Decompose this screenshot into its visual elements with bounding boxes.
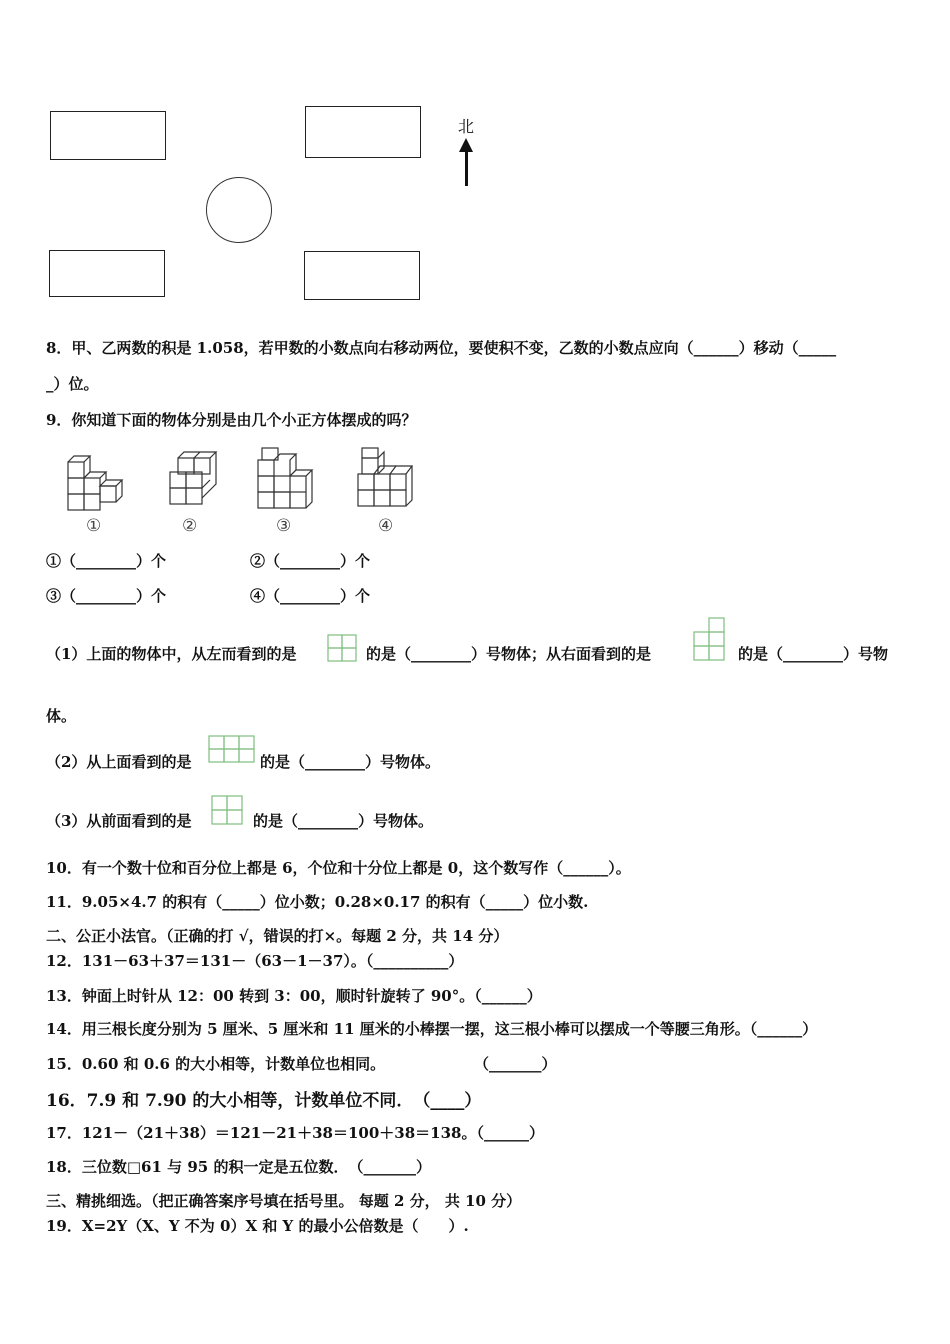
rect-top-right [305, 106, 421, 158]
rect-bottom-left [49, 250, 165, 297]
section2-heading: 二、公正小法官。（正确的打 √，错误的打×。每题 2 分，共 14 分） [46, 927, 509, 945]
rect-bottom-right [304, 251, 420, 300]
cube-figure-1 [64, 444, 126, 514]
q11-text: 11．9.05×4.7 的积有（_____）位小数；0.28×0.17 的积有（_____）位小数. [46, 893, 589, 911]
cube-figure-3 [254, 444, 320, 514]
q13-text: 13．钟面上时针从 12：00 转到 3：00，顺时针旋转了 90°。（______） [46, 987, 542, 1005]
cube-label-1: ① [86, 516, 102, 536]
q9-answer-4: ④（________）个 [250, 587, 371, 605]
q9-answer-3: ③（________）个 [46, 587, 167, 605]
cube-label-3: ③ [276, 516, 292, 536]
q9-sub1-part-b: 的是（________）号物体；从右面看到的是 [366, 645, 652, 663]
q9-sub1-part-a: （1）上面的物体中，从左而看到的是 [46, 645, 297, 663]
cube-label-4: ④ [378, 516, 394, 536]
q10-text: 10．有一个数十位和百分位上都是 6，个位和十分位上都是 0，这个数写作（______）。 [46, 859, 631, 877]
rect-top-left [50, 111, 166, 160]
q9-answer-2: ②（________）个 [250, 552, 371, 570]
center-circle [206, 177, 272, 243]
q9-sub1-part-d: 体。 [46, 707, 77, 725]
north-arrow-shaft [465, 150, 468, 186]
section3-heading: 三、精挑细选。（把正确答案序号填在括号里。 每题 2 分， 共 10 分） [46, 1192, 522, 1210]
q9-answer-1: ①（________）个 [46, 552, 167, 570]
right-view-icon [692, 617, 726, 663]
q8-line1: 8．甲、乙两数的积是 1.058，若甲数的小数点向右移动两位，要使积不变，乙数的小数点应向（______）移动（_____ [46, 339, 837, 357]
q9-sub2-part-b: 的是（________）号物体。 [260, 753, 441, 771]
north-label: 北 [458, 117, 475, 136]
cube-label-2: ② [182, 516, 198, 536]
q9-sub3-part-a: （3）从前面看到的是 [46, 812, 192, 830]
cube-figure-4 [354, 444, 424, 514]
q9-sub3-part-b: 的是（________）号物体。 [253, 812, 434, 830]
top-view-icon [208, 735, 258, 765]
q19-text: 19．X=2Y（X、Y 不为 0）X 和 Y 的最小公倍数是（ ）. [46, 1217, 469, 1235]
q17-text: 17．121－（21＋38）＝121－21＋38＝100＋38＝138。（______） [46, 1124, 544, 1142]
q9-text: 9．你知道下面的物体分别是由几个小正方体摆成的吗？ [46, 411, 417, 429]
q14-text: 14．用三根长度分别为 5 厘米、5 厘米和 11 厘米的小棒摆一摆，这三根小棒可以摆成一个等腰三角形。（______） [46, 1020, 818, 1038]
cube-figure-2 [164, 444, 226, 514]
left-view-icon [327, 634, 359, 664]
front-view-icon [211, 795, 245, 827]
q15-text: 15．0.60 和 0.6 的大小相等，计数单位也相同。 [46, 1055, 386, 1073]
q18-text: 18．三位数□61 与 95 的积一定是五位数． （_______） [46, 1158, 431, 1176]
q12-text: 12．131－63＋37＝131－（63－1－37）。（__________） [46, 952, 464, 970]
q8-line2: _）位。 [46, 375, 99, 393]
q9-sub1-part-c: 的是（________）号物 [738, 645, 889, 663]
q9-sub2-part-a: （2）从上面看到的是 [46, 753, 192, 771]
q15-blank: （_______） [474, 1055, 557, 1073]
q16-text: 16．7.9 和 7.90 的大小相等，计数单位不同． （____） [46, 1091, 482, 1111]
